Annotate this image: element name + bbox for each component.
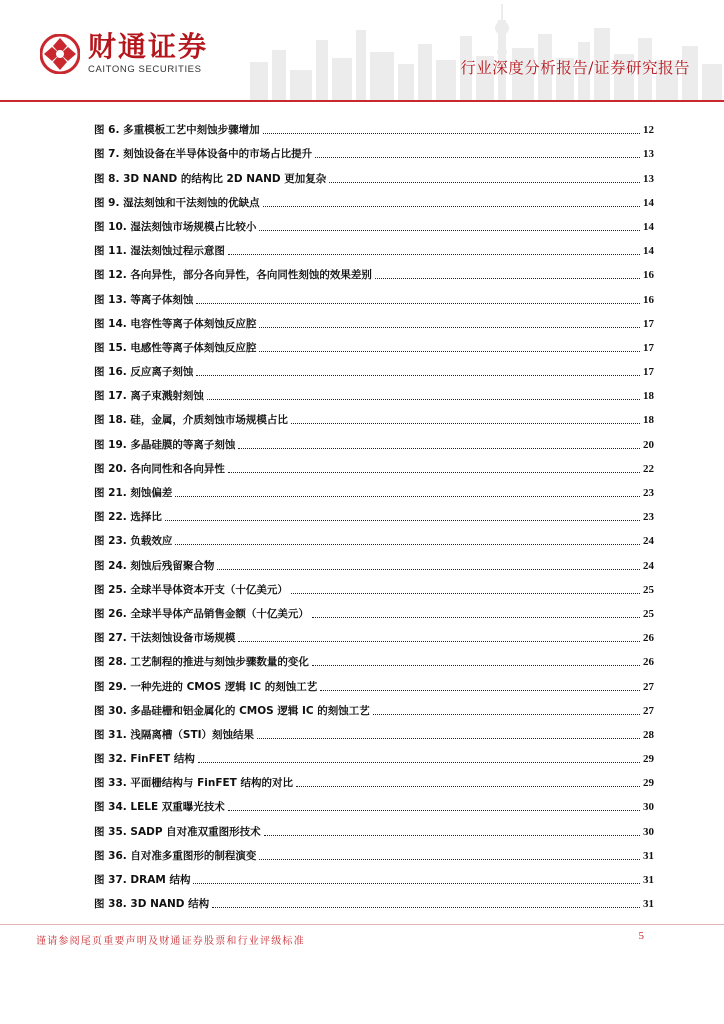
toc-entry-page: 27 (643, 680, 654, 693)
toc-entry[interactable] (94, 379, 654, 403)
toc-entry-title: 图 21. 刻蚀偏差 (94, 487, 173, 499)
toc-entry-page: 13 (643, 172, 654, 185)
footer-disclaimer: 谨请参阅尾页重要声明及财通证券股票和行业评级标准 (36, 936, 305, 947)
toc-entry-title: 图 14. 电容性等离子体刻蚀反应腔 (94, 317, 257, 330)
brand-name-cn: 财通证券 (88, 30, 209, 63)
toc-entry-title: 图 11. 湿法刻蚀过程示意图 (94, 245, 225, 258)
toc-entry-title: 图 33. 平面栅结构与 FinFET 结构的对比 (94, 777, 293, 790)
toc-entry-page: 17 (643, 366, 654, 379)
toc-entry[interactable] (94, 887, 654, 911)
report-type-label: 行业深度分析报告/证券研究报告 (460, 59, 690, 77)
toc-leader-dots (312, 617, 640, 618)
toc-entry-page: 16 (643, 293, 654, 306)
toc-entry[interactable] (94, 258, 654, 282)
toc-leader-dots (315, 157, 640, 158)
toc-entry[interactable] (94, 476, 654, 500)
toc-entry-page: 31 (643, 874, 654, 886)
toc-entry-title: 图 12. 各向异性，部分各向异性，各向同性刻蚀的效果差别 (94, 269, 372, 282)
city-skyline-decoration (230, 0, 724, 100)
toc-entry[interactable] (94, 766, 654, 790)
toc-entry-title: 图 37. DRAM 结构 (94, 874, 191, 886)
toc-entry[interactable] (94, 282, 654, 306)
toc-leader-dots (193, 883, 640, 884)
toc-entry-title: 图 26. 全球半导体产品销售金额（十亿美元） (94, 607, 309, 620)
toc-leader-dots (238, 448, 640, 449)
toc-entry-page: 18 (643, 414, 654, 427)
toc-entry-title: 图 35. SADP 自对准双重图形技术 (94, 825, 261, 838)
toc-entry[interactable] (94, 161, 654, 185)
toc-leader-dots (198, 762, 640, 763)
toc-leader-dots (259, 859, 640, 860)
toc-entry-page: 12 (643, 124, 654, 137)
toc-entry[interactable] (94, 621, 654, 645)
brand-name-en: CAITONG SECURITIES (88, 64, 202, 75)
toc-entry-page: 17 (643, 341, 654, 354)
toc-leader-dots (263, 133, 640, 134)
toc-leader-dots (373, 714, 640, 715)
toc-leader-dots (217, 569, 640, 570)
toc-entry[interactable] (94, 742, 654, 766)
toc-entry[interactable] (94, 500, 654, 524)
toc-entry-page: 16 (643, 269, 654, 282)
toc-entry[interactable] (94, 839, 654, 863)
toc-entry-page: 14 (643, 220, 654, 233)
toc-entry-title: 图 32. FinFET 结构 (94, 753, 195, 766)
header-divider (0, 100, 724, 102)
toc-leader-dots (257, 738, 640, 739)
toc-leader-dots (320, 690, 640, 691)
toc-leader-dots (228, 472, 640, 473)
toc-entry-title: 图 29. 一种先进的 CMOS 逻辑 IC 的刻蚀工艺 (94, 680, 318, 693)
toc-entry[interactable] (94, 427, 654, 451)
toc-entry-title: 图 27. 干法刻蚀设备市场规模 (94, 632, 236, 645)
toc-entry-title: 图 19. 多晶硅膜的等离子刻蚀 (94, 438, 236, 451)
toc-entry[interactable] (94, 718, 654, 742)
toc-entry-page: 30 (643, 825, 654, 838)
toc-entry-page: 23 (643, 511, 654, 524)
toc-leader-dots (238, 641, 640, 642)
toc-entry-title: 图 36. 自对准多重图形的制程演变 (94, 849, 257, 862)
toc-entry-page: 25 (643, 607, 654, 620)
toc-entry-page: 13 (643, 148, 654, 161)
toc-entry[interactable] (94, 863, 654, 887)
toc-entry-title: 图 25. 全球半导体资本开支（十亿美元） (94, 583, 288, 596)
toc-entry-page: 31 (643, 849, 654, 862)
footer-divider (0, 924, 724, 925)
toc-entry-title: 图 10. 湿法刻蚀市场规模占比较小 (94, 220, 257, 233)
toc-entry-page: 25 (643, 583, 654, 596)
toc-entry-title: 图 17. 离子束溅射刻蚀 (94, 390, 204, 403)
toc-entry-page: 24 (643, 559, 654, 572)
toc-entry[interactable] (94, 694, 654, 718)
toc-entry-title: 图 20. 各向同性和各向异性 (94, 462, 225, 475)
toc-entry[interactable] (94, 331, 654, 355)
toc-leader-dots (228, 254, 640, 255)
toc-entry-title: 图 30. 多晶硅栅和铝金属化的 CMOS 逻辑 IC 的刻蚀工艺 (94, 704, 370, 717)
toc-entry-title: 图 34. LELE 双重曝光技术 (94, 801, 225, 814)
toc-entry-page: 27 (643, 704, 654, 717)
toc-entry-page: 23 (643, 487, 654, 499)
toc-entry-page: 22 (643, 462, 654, 475)
toc-leader-dots (207, 399, 640, 400)
toc-leader-dots (259, 230, 640, 231)
toc-entry-title: 图 15. 电感性等离子体刻蚀反应腔 (94, 341, 257, 354)
toc-leader-dots (228, 810, 640, 811)
toc-leader-dots (329, 182, 640, 183)
toc-entry-title: 图 31. 浅隔离槽（STI）刻蚀结果 (94, 728, 255, 741)
toc-entry-page: 14 (643, 196, 654, 209)
toc-entry-page: 26 (643, 656, 654, 669)
toc-entry-page: 24 (643, 535, 654, 548)
toc-entry-title: 图 28. 工艺制程的推进与刻蚀步骤数量的变化 (94, 656, 309, 669)
toc-entry-title: 图 6. 多重模板工艺中刻蚀步骤增加 (94, 124, 260, 137)
toc-entry[interactable] (94, 355, 654, 379)
toc-entry-page: 29 (643, 777, 654, 790)
toc-leader-dots (175, 496, 640, 497)
toc-entry-page: 31 (643, 898, 654, 911)
toc-entry-title: 图 22. 选择比 (94, 511, 162, 524)
toc-entry[interactable] (94, 573, 654, 597)
toc-entry-page: 18 (643, 390, 654, 403)
toc-leader-dots (296, 786, 640, 787)
toc-entry-title: 图 8. 3D NAND 的结构比 2D NAND 更加复杂 (94, 172, 327, 185)
toc-entry-title: 图 16. 反应离子刻蚀 (94, 366, 194, 379)
toc-entry-title: 图 7. 刻蚀设备在半导体设备中的市场占比提升 (94, 148, 313, 161)
toc-leader-dots (375, 278, 640, 279)
toc-entry[interactable] (94, 452, 654, 476)
toc-entry-page: 28 (643, 728, 654, 741)
toc-leader-dots (263, 206, 640, 207)
page-header (0, 0, 724, 104)
toc-leader-dots (212, 907, 640, 908)
toc-entry[interactable] (94, 307, 654, 331)
toc-entry[interactable] (94, 137, 654, 161)
toc-entry[interactable] (94, 814, 654, 838)
toc-leader-dots (312, 665, 640, 666)
toc-entry-page: 30 (643, 801, 654, 814)
toc-entry-page: 29 (643, 753, 654, 766)
page-number: 5 (638, 930, 644, 942)
toc-entry[interactable] (94, 669, 654, 693)
toc-entry-page: 20 (643, 438, 654, 451)
toc-entry[interactable] (94, 790, 654, 814)
toc-entry-title: 图 18. 硅，金属，介质刻蚀市场规模占比 (94, 414, 288, 427)
toc-entry-page: 14 (643, 245, 654, 258)
toc-entry-page: 17 (643, 317, 654, 330)
toc-entry[interactable] (94, 403, 654, 427)
toc-entry[interactable] (94, 645, 654, 669)
toc-entry-title: 图 13. 等离子体刻蚀 (94, 293, 194, 306)
toc-leader-dots (196, 303, 640, 304)
toc-entry-title: 图 38. 3D NAND 结构 (94, 898, 210, 911)
toc-leader-dots (259, 351, 640, 352)
toc-entry-page: 26 (643, 632, 654, 645)
toc-leader-dots (264, 835, 640, 836)
toc-entry-title: 图 23. 负载效应 (94, 535, 173, 548)
toc-entry[interactable] (94, 548, 654, 572)
toc-leader-dots (291, 423, 640, 424)
toc-entry[interactable] (94, 210, 654, 234)
caitong-logo-icon (40, 34, 80, 74)
toc-entry[interactable] (94, 113, 654, 137)
figure-list (94, 113, 654, 911)
toc-entry[interactable] (94, 597, 654, 621)
toc-leader-dots (291, 593, 640, 594)
toc-entry-title: 图 9. 湿法刻蚀和干法刻蚀的优缺点 (94, 196, 260, 209)
toc-leader-dots (196, 375, 640, 376)
toc-entry[interactable] (94, 234, 654, 258)
toc-leader-dots (259, 327, 640, 328)
toc-entry[interactable] (94, 186, 654, 210)
toc-entry[interactable] (94, 524, 654, 548)
toc-leader-dots (165, 520, 640, 521)
toc-entry-title: 图 24. 刻蚀后残留聚合物 (94, 559, 215, 572)
toc-leader-dots (175, 544, 640, 545)
